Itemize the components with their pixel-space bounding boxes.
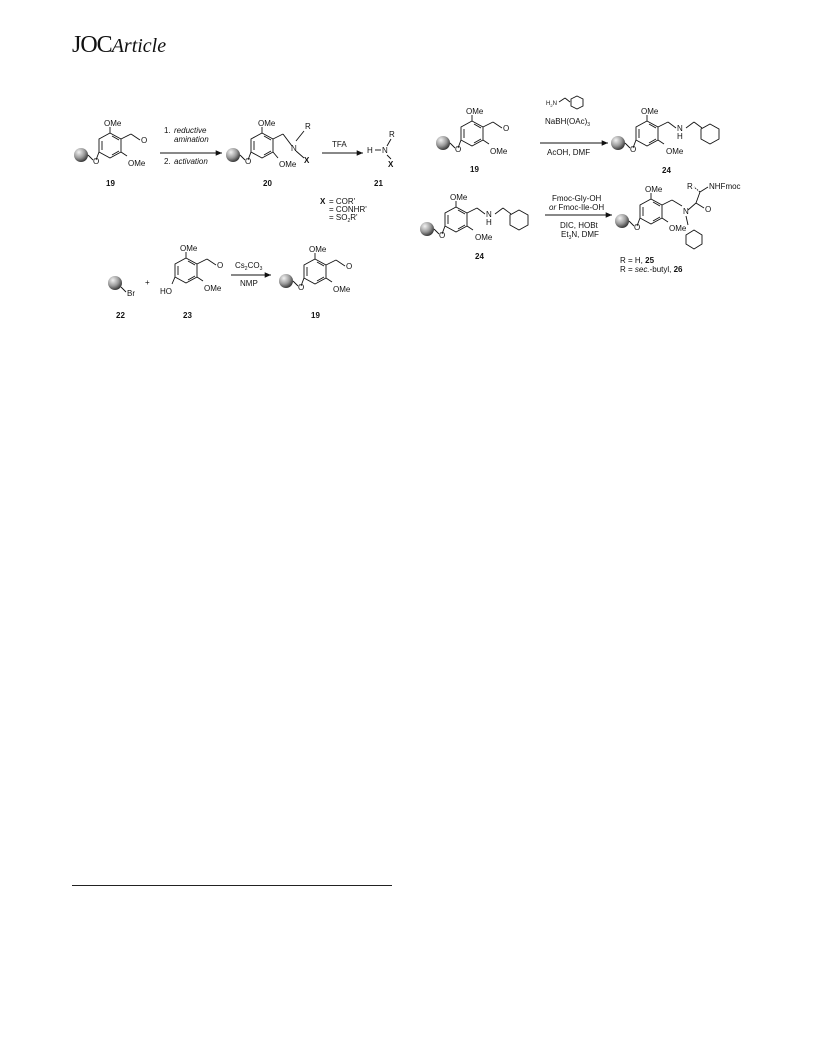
compound-20-label: 20 — [263, 179, 272, 188]
scheme-2 — [108, 244, 352, 320]
ome-top-label: OMe — [466, 107, 484, 116]
footnote-rule — [72, 885, 392, 886]
structure-24 — [611, 115, 719, 150]
step1-text-b: amination — [174, 135, 209, 144]
cs2co3-label: $Cs_2CO_3$ — [235, 261, 263, 272]
ome-bottom-label: OMe — [204, 284, 222, 293]
legend-25: R = H, 25 — [620, 256, 655, 265]
structure-19-product — [279, 253, 345, 288]
scheme-3 — [436, 96, 719, 175]
compound-24-label: 24 — [662, 166, 671, 175]
reagent-2: or Fmoc-Ile-OH — [549, 203, 605, 212]
nhfmoc-label: NHFmoc — [709, 182, 741, 191]
n-label: N — [291, 144, 297, 153]
section-label: Article — [111, 35, 167, 57]
scheme-1 — [74, 119, 395, 224]
compound-24-label: 24 — [475, 252, 484, 261]
reagent-1: Fmoc-Gly-OH — [552, 194, 602, 203]
o-label: O — [298, 283, 305, 292]
ome-top-label: OMe — [645, 185, 663, 194]
compound-19-label: 19 — [106, 179, 115, 188]
resin-bead-icon — [611, 136, 625, 150]
o-label: O — [455, 145, 462, 154]
amine-label: $H_2N$ — [546, 101, 557, 108]
resin-bead-icon — [420, 222, 434, 236]
ome-top-label: OMe — [180, 244, 198, 253]
compound-19-label: 19 — [470, 165, 479, 174]
aldehyde-o-label: O — [217, 261, 224, 270]
o-label: O — [630, 145, 637, 154]
resin-bead-icon — [74, 148, 88, 162]
h-label: H — [367, 146, 373, 155]
compound-22-label: 22 — [116, 311, 125, 320]
step1-num: 1. — [164, 126, 171, 135]
ho-label: HO — [160, 287, 172, 296]
n-label: N — [677, 124, 683, 133]
reagent-2: AcOH, DMF — [547, 148, 591, 157]
reagent-1: $NaBH(OAc)_3$ — [545, 117, 591, 128]
compound-21-label: 21 — [374, 179, 383, 188]
resin-bead-icon — [226, 148, 240, 162]
plus-sign: + — [145, 278, 150, 287]
aldehyde-o-label: O — [141, 136, 148, 145]
ome-bottom-label: OMe — [669, 224, 687, 233]
x-def-2: = CONHR' — [329, 205, 367, 214]
ome-top-label: OMe — [104, 119, 122, 128]
step2-num: 2. — [164, 157, 171, 166]
compound-23-label: 23 — [183, 311, 192, 320]
scheme-4 — [420, 182, 741, 274]
resin-bead-icon — [436, 136, 450, 150]
reagent-4: $Et_3N$, DMF — [561, 230, 599, 241]
structure-19 — [436, 115, 502, 150]
x-def-1: = COR' — [329, 197, 356, 206]
o-label: O — [93, 157, 100, 166]
ome-top-label: OMe — [309, 245, 327, 254]
structure-23 — [172, 252, 216, 284]
o-label: O — [634, 223, 641, 232]
resin-bead-icon — [615, 214, 629, 228]
ome-bottom-label: OMe — [666, 147, 684, 156]
x-label: X — [304, 156, 310, 165]
structure-19-resin — [74, 127, 140, 162]
compound-19-label: 19 — [311, 311, 320, 320]
ome-top-label: OMe — [641, 107, 659, 116]
resin-bead-icon — [279, 274, 293, 288]
reagent-3: DIC, HOBt — [560, 221, 598, 230]
aldehyde-o-label: O — [346, 262, 353, 271]
n-label: N — [382, 146, 388, 155]
o-label: O — [439, 231, 446, 240]
o-label: O — [245, 157, 252, 166]
x-legend-label: X — [320, 197, 326, 206]
br-label: Br — [127, 289, 135, 298]
ome-top-label: OMe — [258, 119, 276, 128]
carbonyl-o-label: O — [705, 205, 712, 214]
ome-bottom-label: OMe — [490, 147, 508, 156]
ome-top-label: OMe — [450, 193, 468, 202]
x-label: X — [388, 160, 394, 169]
n-label: N — [486, 210, 492, 219]
ome-bottom-label: OMe — [279, 160, 297, 169]
ome-bottom-label: OMe — [475, 233, 493, 242]
journal-name: JOC — [72, 32, 112, 58]
nmp-label: NMP — [240, 279, 258, 288]
n-label: N — [683, 207, 689, 216]
r-label: R — [305, 122, 311, 131]
step2-text: activation — [174, 157, 208, 166]
tfa-label: TFA — [332, 140, 347, 149]
x-def-3: = $SO_2R'$ — [329, 213, 358, 224]
r-label: R — [389, 130, 395, 139]
r-label: R — [687, 182, 693, 191]
structure-25-26 — [615, 187, 708, 249]
h-label: H — [486, 218, 492, 227]
ome-bottom-label: OMe — [128, 159, 146, 168]
legend-26: R = sec.-butyl, 26 — [620, 265, 683, 274]
aldehyde-o-label: O — [503, 124, 510, 133]
ome-bottom-label: OMe — [333, 285, 351, 294]
benzene-ring — [571, 96, 583, 109]
step1-text: reductive — [174, 126, 207, 135]
resin-bead-icon — [108, 276, 122, 290]
h-label: H — [677, 132, 683, 141]
structure-24 — [420, 201, 528, 236]
